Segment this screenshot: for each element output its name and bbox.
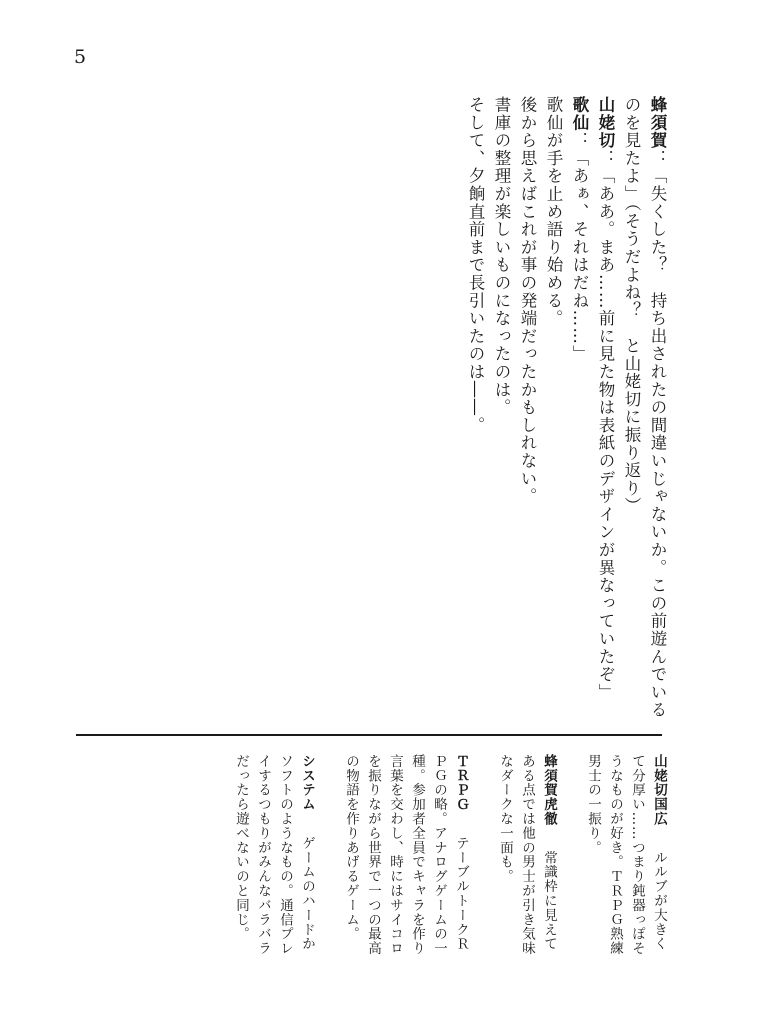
page-number: 5 <box>74 46 87 68</box>
speaker-separator: ： <box>648 149 667 168</box>
dialogue-text: 「あぁ、それはだね……」 <box>570 149 589 364</box>
speaker-name: 歌仙 <box>570 96 589 132</box>
glossary-term: ＴＲＰＧ <box>453 754 469 812</box>
narration-line: 書庫の整理が楽しいものになったのは。 <box>492 96 511 417</box>
speaker-name: 蜂須賀 <box>648 96 667 150</box>
dialogue-text: 「ああ。まあ……前に見た物は表紙のデザインが異なっていたぞ」 <box>596 167 615 702</box>
glossary-text: ルルブが大きくて分厚い……つまり鈍器っぽそうなものが好き。ＴＲＰＧ熟練男士の一振り。 <box>585 754 667 956</box>
dialogue-line <box>618 96 670 724</box>
glossary-text: ゲームのハードかソフトのようなもの。通信プレイするつもりがみんなバラバラだったら遊べないのと同じ。 <box>233 754 315 956</box>
glossary-note <box>230 754 318 964</box>
glossary-notes <box>127 754 670 964</box>
speaker-separator: ： <box>596 149 615 168</box>
glossary-note <box>340 754 472 964</box>
glossary-text: テーブルトークＲＰＧの略。アナログゲームの一種。参加者全員でキャラを作り言葉を交わし、時にはサイコロを振りながら世界で一つの最高の物語を作りあげるゲーム。 <box>343 754 469 956</box>
speaker-name: 山姥切 <box>596 96 615 150</box>
glossary-term: 蜂須賀虎徹 <box>541 754 557 826</box>
dialogue-line <box>566 96 592 724</box>
speaker-separator: ： <box>570 131 589 150</box>
glossary-term: システム <box>299 754 315 812</box>
glossary-text: 常識枠に見えてある点では他の男士が引き気味なダークな一面も。 <box>497 754 557 956</box>
main-text <box>395 96 670 724</box>
notes-divider <box>76 734 662 736</box>
glossary-term: 山姥切国広 <box>651 754 667 826</box>
dialogue-line <box>592 96 618 724</box>
glossary-note <box>582 754 670 964</box>
narration-line: 歌仙が手を止め語り始める。 <box>544 96 563 328</box>
dialogue-text: 「失くした？ 持ち出されたの間違いじゃないか。この前遊んでいるのを見たよ」（そうだよね？ と山姥切に振り返り） <box>622 96 667 720</box>
glossary-note <box>494 754 560 964</box>
narration-line: 後から思えばこれが事の発端だったかもしれない。 <box>518 96 537 506</box>
narration-line: そして、夕餉直前まで長引いたのは――。 <box>466 96 485 435</box>
